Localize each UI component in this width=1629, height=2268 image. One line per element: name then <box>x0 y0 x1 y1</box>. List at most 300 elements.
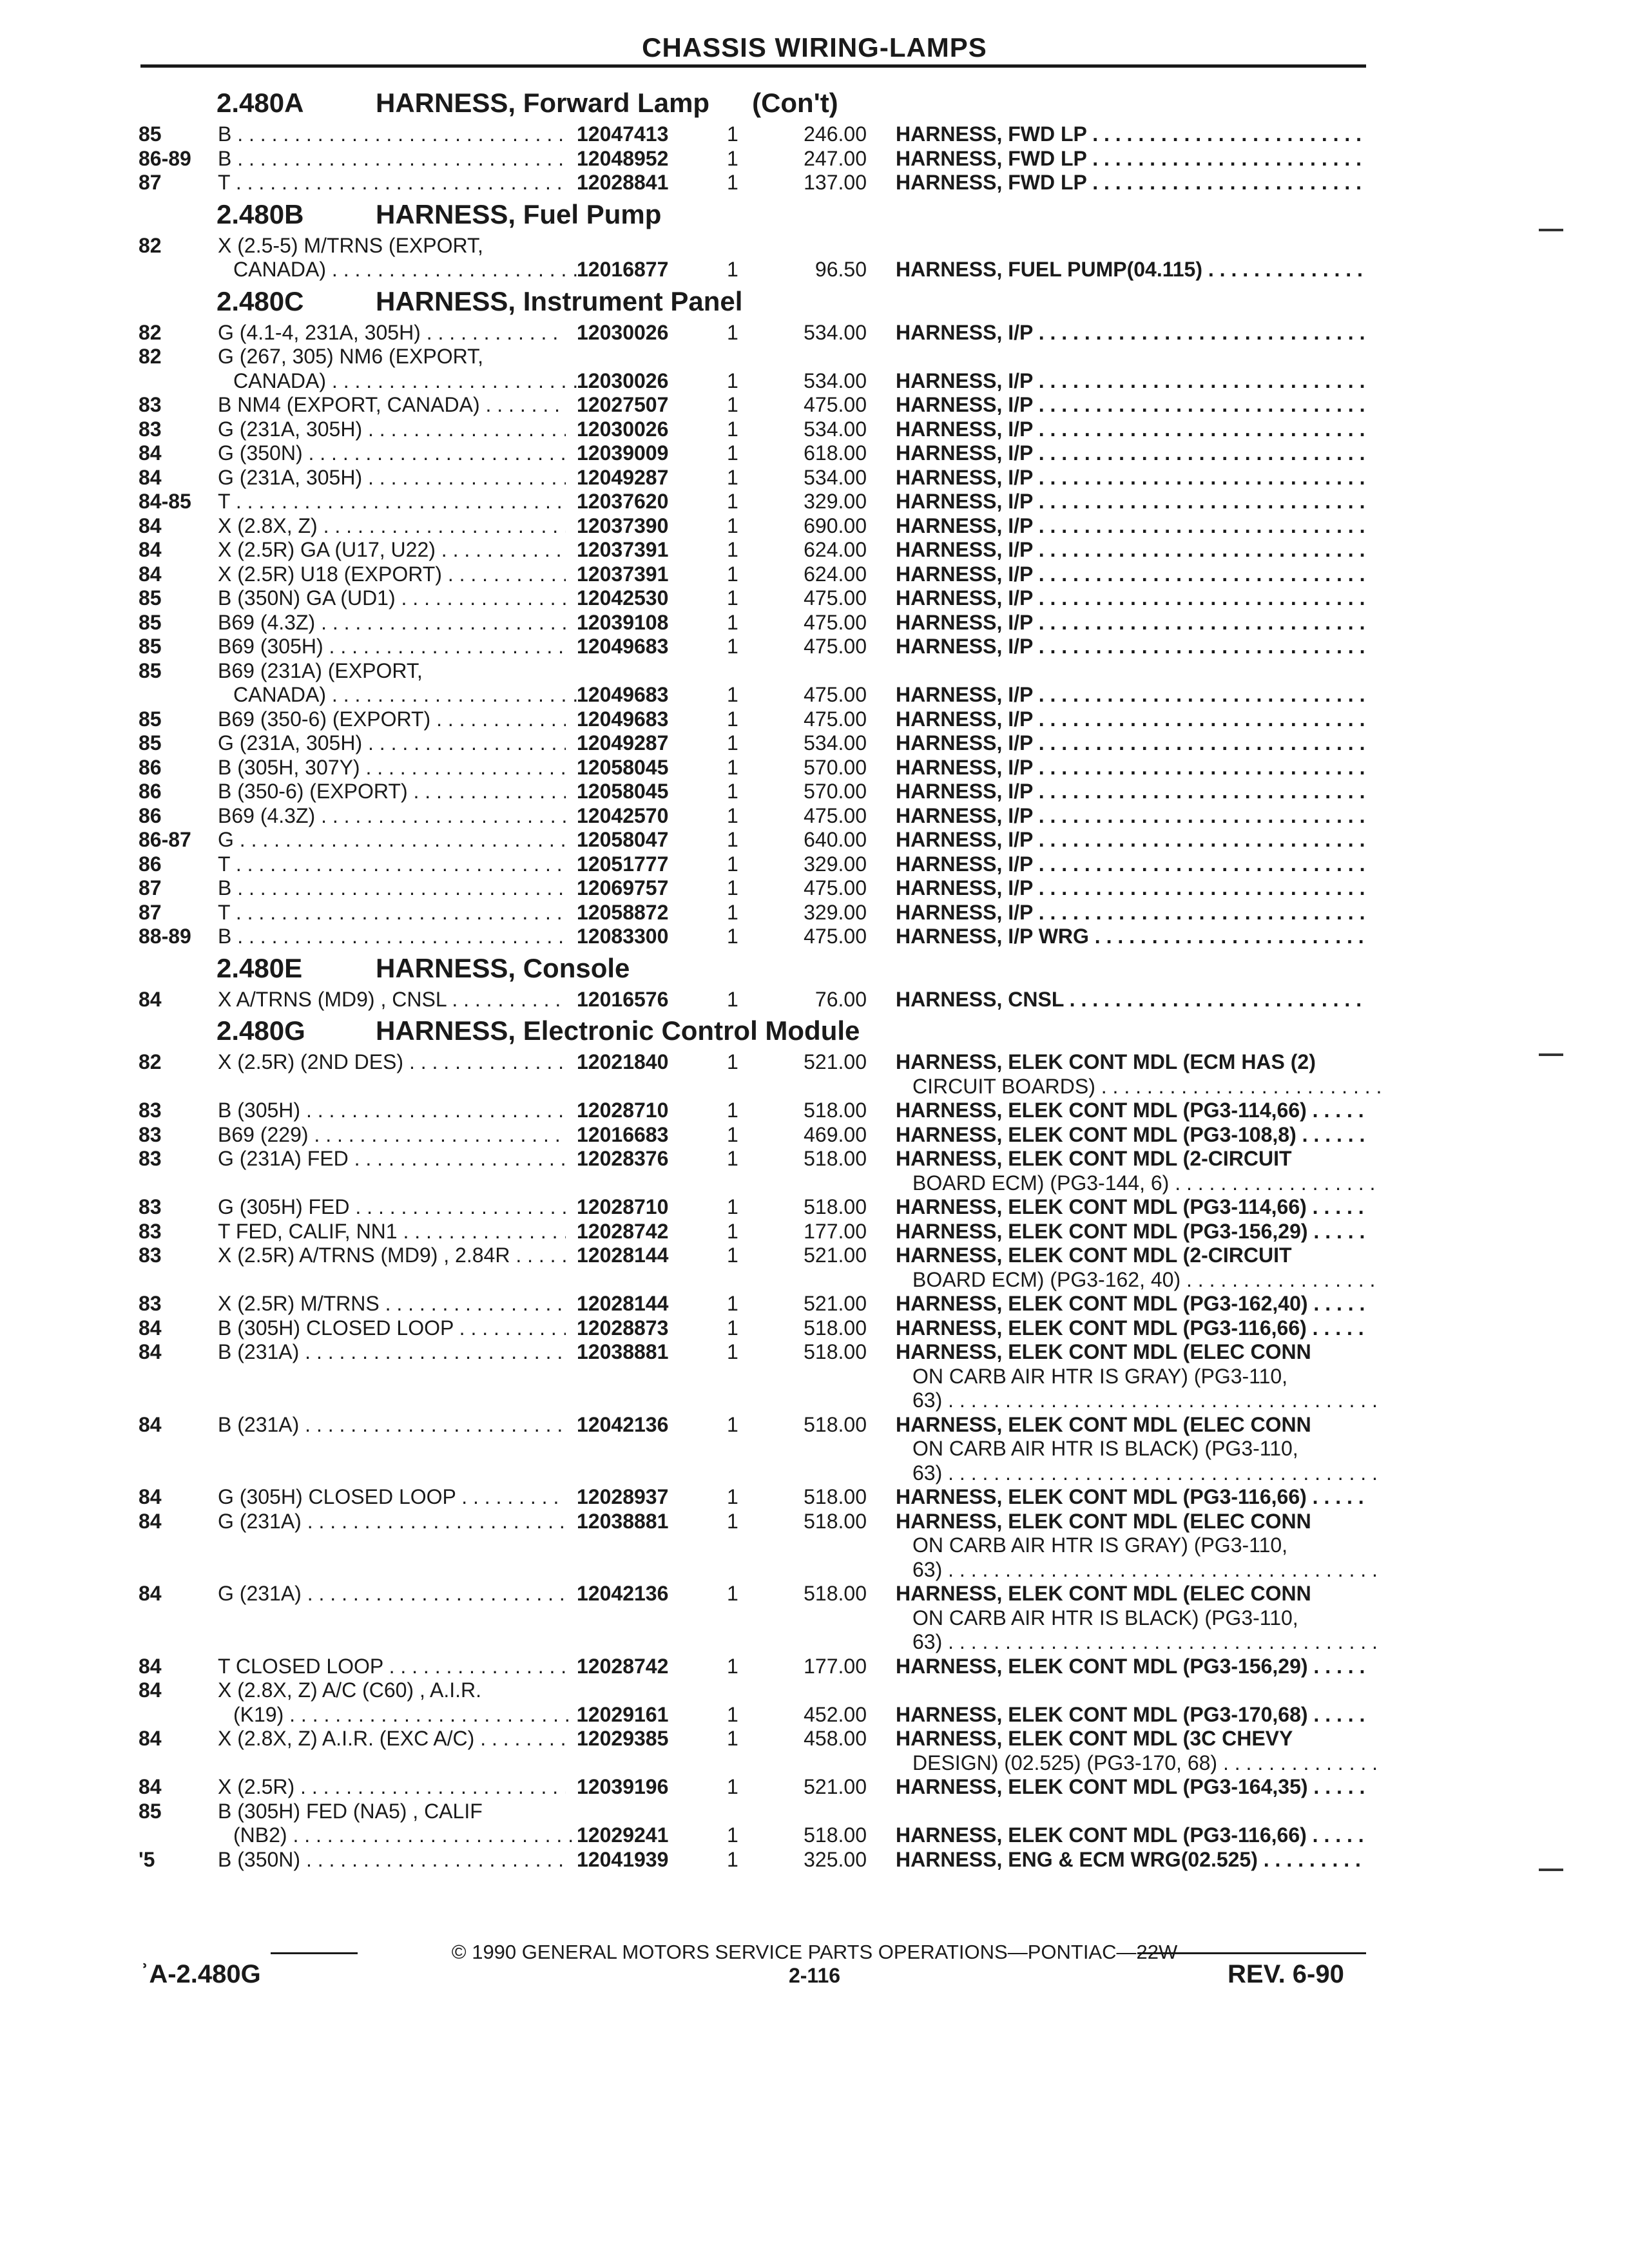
part-row <box>0 731 1629 756</box>
part-description: G (305H) FED . . . <box>218 1195 566 1220</box>
part-description: (NB2) . . . <box>233 1823 581 1848</box>
part-name: ON CARB AIR HTR IS BLACK) (PG3-110, <box>912 1437 1298 1460</box>
part-description: B (231A) . . . <box>218 1413 566 1437</box>
model-year: 82 <box>139 233 162 257</box>
model-year: 85 <box>139 635 162 658</box>
part-row-continuation <box>0 1751 1629 1776</box>
quantity: 1 <box>727 538 738 561</box>
quantity: 1 <box>727 610 738 634</box>
part-number: 12047413 <box>577 122 669 146</box>
part-description: G (267, 305) NM6 (EXPORT, <box>218 345 483 368</box>
part-row-continuation <box>0 1461 1629 1486</box>
part-name: HARNESS, I/P . . . <box>896 538 1366 562</box>
quantity: 1 <box>727 780 738 803</box>
model-year: 84 <box>139 1654 162 1678</box>
price: 518.00 <box>804 1147 867 1170</box>
price: 570.00 <box>804 780 867 803</box>
quantity: 1 <box>727 707 738 731</box>
quantity: 1 <box>727 514 738 537</box>
part-name: HARNESS, ENG & ECM WRG(02.525) . . . <box>896 1848 1366 1872</box>
part-name: HARNESS, I/P . . . <box>896 804 1366 829</box>
part-name: HARNESS, FUEL PUMP(04.115) . . . <box>896 258 1366 282</box>
part-number: 12029161 <box>577 1702 669 1726</box>
price: 475.00 <box>804 610 867 634</box>
model-year: 85 <box>139 610 162 634</box>
part-name: HARNESS, ELEK CONT MDL (PG3-114,66) . . . <box>896 1195 1366 1220</box>
part-row <box>0 1123 1629 1148</box>
part-name: HARNESS, I/P . . . <box>896 586 1366 611</box>
copyright-notice: © 1990 GENERAL MOTORS SERVICE PARTS OPERATIONS—PONTIAC—22W <box>451 1941 1178 1963</box>
price: 534.00 <box>804 417 867 441</box>
part-description: B69 (229) . . . <box>218 1123 566 1148</box>
part-description: X (2.5-5) M/TRNS (EXPORT, <box>218 233 483 257</box>
part-row <box>0 925 1629 949</box>
section-reference: ʾA-2.480G <box>140 1960 261 1988</box>
model-year: 88-89 <box>139 925 191 948</box>
part-description: B . . . <box>218 876 566 901</box>
part-row-continuation <box>0 1606 1629 1631</box>
price: 521.00 <box>804 1244 867 1267</box>
part-number: 12030026 <box>577 369 669 392</box>
quantity: 1 <box>727 803 738 827</box>
model-year: 84 <box>139 1316 162 1340</box>
part-description: B69 (305H) . . . <box>218 635 566 659</box>
model-year: 86-87 <box>139 828 191 851</box>
model-year: 86 <box>139 803 162 827</box>
price: 247.00 <box>804 146 867 170</box>
model-year: 84 <box>139 562 162 586</box>
quantity: 1 <box>727 586 738 610</box>
part-description: G (231A) FED . . . <box>218 1147 566 1171</box>
part-description: X (2.5R) A/TRNS (MD9) , 2.84R . . . <box>218 1244 566 1268</box>
section-number: 2.480A <box>217 88 304 118</box>
quantity: 1 <box>727 562 738 586</box>
price: 246.00 <box>804 122 867 146</box>
part-row-continuation <box>0 1630 1629 1655</box>
part-number: 12049287 <box>577 731 669 754</box>
part-name: HARNESS, I/P . . . <box>896 393 1366 418</box>
price: 452.00 <box>804 1702 867 1726</box>
part-description: X (2.5R) GA (U17, U22) . . . <box>218 538 566 562</box>
part-row <box>0 1050 1629 1075</box>
price: 475.00 <box>804 635 867 658</box>
part-description: X (2.8X, Z) A/C (C60) , A.I.R. <box>218 1678 481 1702</box>
quantity: 1 <box>727 1099 738 1122</box>
part-name: HARNESS, ELEK CONT MDL (PG3-116,66) . . . <box>896 1316 1366 1341</box>
page-title: CHASSIS WIRING-LAMPS <box>642 32 987 62</box>
price: 475.00 <box>804 707 867 731</box>
part-row <box>0 659 1629 684</box>
model-year: '5 <box>139 1847 155 1871</box>
part-row <box>0 1485 1629 1510</box>
part-description: B . . . <box>218 925 566 949</box>
price: 521.00 <box>804 1050 867 1073</box>
part-row <box>0 707 1629 732</box>
part-number: 12042136 <box>577 1412 669 1436</box>
part-description: CANADA) . . . <box>233 258 581 282</box>
part-description: B (305H, 307Y) . . . <box>218 756 566 780</box>
part-row-continuation <box>0 1389 1629 1413</box>
part-name: HARNESS, I/P . . . <box>896 707 1366 732</box>
quantity: 1 <box>727 1219 738 1243</box>
part-name: HARNESS, I/P . . . <box>896 901 1366 925</box>
quantity: 1 <box>727 1702 738 1726</box>
part-number: 12042570 <box>577 803 669 827</box>
part-row <box>0 1510 1629 1534</box>
part-row-continuation <box>0 1823 1629 1848</box>
part-number: 12039009 <box>577 441 669 465</box>
model-year: 83 <box>139 1099 162 1122</box>
quantity: 1 <box>727 1582 738 1605</box>
quantity: 1 <box>727 1727 738 1750</box>
model-year: 83 <box>139 417 162 441</box>
part-description: CANADA) . . . <box>233 683 581 707</box>
section-number: 2.480C <box>217 285 304 316</box>
quantity: 1 <box>727 1050 738 1073</box>
part-name: HARNESS, ELEK CONT MDL (ELEC CONN <box>896 1340 1311 1363</box>
model-year: 83 <box>139 1244 162 1267</box>
part-description: B NM4 (EXPORT, CANADA) . . . <box>218 393 566 418</box>
part-description: T . . . <box>218 171 566 195</box>
part-description: B69 (231A) (EXPORT, <box>218 658 423 682</box>
part-description: B . . . <box>218 147 566 171</box>
part-name: HARNESS, I/P . . . <box>896 731 1366 756</box>
section-header <box>0 949 1629 988</box>
part-number: 12058047 <box>577 828 669 851</box>
part-name: HARNESS, ELEK CONT MDL (PG3-156,29) . . . <box>896 1220 1366 1244</box>
price: 96.50 <box>815 258 867 281</box>
part-row <box>0 1848 1629 1872</box>
price: 329.00 <box>804 852 867 876</box>
part-description: G (231A) . . . <box>218 1582 566 1606</box>
price: 640.00 <box>804 828 867 851</box>
margin-tick <box>1539 1869 1563 1871</box>
part-row <box>0 1244 1629 1268</box>
model-year: 86 <box>139 780 162 803</box>
part-row <box>0 1582 1629 1606</box>
part-number: 12016576 <box>577 987 669 1011</box>
part-name: HARNESS, ELEK CONT MDL (PG3-108,8) . . . . <box>896 1123 1366 1148</box>
part-row-continuation <box>0 369 1629 394</box>
part-number: 12037391 <box>577 562 669 586</box>
part-number: 12027507 <box>577 393 669 416</box>
model-year: 85 <box>139 707 162 731</box>
part-description: T . . . <box>218 490 566 514</box>
quantity: 1 <box>727 122 738 146</box>
part-description: B (350-6) (EXPORT) . . . <box>218 780 566 804</box>
price: 521.00 <box>804 1292 867 1315</box>
model-year: 86-89 <box>139 146 191 170</box>
section-name-text: HARNESS, Forward Lamp <box>376 88 710 118</box>
part-name: HARNESS, I/P . . . <box>896 441 1366 466</box>
model-year: 83 <box>139 1219 162 1243</box>
price: 570.00 <box>804 755 867 779</box>
part-name: HARNESS, I/P . . . <box>896 321 1366 345</box>
part-name: BOARD ECM) (PG3-144, 6) . . . <box>912 1171 1383 1196</box>
part-number: 12042136 <box>577 1582 669 1605</box>
part-description: G (305H) CLOSED LOOP . . . <box>218 1485 566 1510</box>
part-row-continuation <box>0 1437 1629 1461</box>
section-name <box>376 953 630 984</box>
part-row-continuation <box>0 1365 1629 1389</box>
model-year: 82 <box>139 320 162 344</box>
section-name <box>376 286 742 317</box>
model-year: 83 <box>139 1147 162 1170</box>
part-name: HARNESS, I/P . . . <box>896 876 1366 901</box>
part-row <box>0 828 1629 852</box>
price: 521.00 <box>804 1775 867 1798</box>
part-row <box>0 122 1629 147</box>
part-description: B69 (350-6) (EXPORT) . . . <box>218 707 566 732</box>
part-number: 12048952 <box>577 146 669 170</box>
price: 76.00 <box>815 987 867 1011</box>
model-year: 84 <box>139 1727 162 1750</box>
part-name: HARNESS, I/P . . . <box>896 852 1366 877</box>
part-row-continuation <box>0 1558 1629 1582</box>
part-number: 12042530 <box>577 586 669 610</box>
part-row <box>0 804 1629 829</box>
quantity: 1 <box>727 1823 738 1847</box>
price: 475.00 <box>804 586 867 610</box>
section-number: 2.480E <box>217 952 303 983</box>
quantity: 1 <box>727 852 738 876</box>
part-name: HARNESS, ELEK CONT MDL (PG3-156,29) . . . <box>896 1655 1366 1679</box>
part-row-continuation <box>0 1268 1629 1293</box>
price: 329.00 <box>804 900 867 924</box>
price: 690.00 <box>804 514 867 537</box>
part-row <box>0 586 1629 611</box>
quantity: 1 <box>727 1244 738 1267</box>
part-description: X (2.5R) U18 (EXPORT) . . . <box>218 562 566 587</box>
part-row-continuation <box>0 1533 1629 1558</box>
part-number: 12038881 <box>577 1509 669 1533</box>
section-number: 2.480B <box>217 198 304 229</box>
part-row <box>0 562 1629 587</box>
section-name <box>376 1015 860 1046</box>
part-name: HARNESS, ELEK CONT MDL (ELEC CONN <box>896 1582 1311 1605</box>
part-number: 12028742 <box>577 1219 669 1243</box>
part-name: HARNESS, CNSL . . . <box>896 988 1366 1012</box>
model-year: 84 <box>139 1582 162 1605</box>
quantity: 1 <box>727 393 738 416</box>
part-description: X (2.8X, Z) A.I.R. (EXC A/C) . . . <box>218 1727 566 1751</box>
price: 458.00 <box>804 1727 867 1750</box>
model-year: 86 <box>139 755 162 779</box>
model-year: 84 <box>139 1775 162 1798</box>
quantity: 1 <box>727 146 738 170</box>
part-row <box>0 1220 1629 1244</box>
model-year: 85 <box>139 1799 162 1823</box>
quantity: 1 <box>727 1122 738 1146</box>
part-description: B69 (4.3Z) . . . <box>218 611 566 635</box>
part-number: 12037620 <box>577 490 669 513</box>
part-description: (K19) . . . <box>233 1703 581 1727</box>
part-description: B (350N) . . . <box>218 1848 566 1872</box>
part-description: T FED, CALIF, NN1 . . . <box>218 1220 566 1244</box>
part-description: T CLOSED LOOP . . . <box>218 1655 566 1679</box>
model-year: 83 <box>139 1195 162 1218</box>
part-number: 12029241 <box>577 1823 669 1847</box>
model-year: 84 <box>139 538 162 561</box>
part-name: HARNESS, I/P . . . <box>896 683 1366 707</box>
parts-list <box>0 84 1629 1872</box>
part-description: G . . . <box>218 828 566 852</box>
part-name: DESIGN) (02.525) (PG3-170, 68) . . . <box>912 1751 1383 1776</box>
model-year: 87 <box>139 876 162 899</box>
price: 177.00 <box>804 1654 867 1678</box>
quantity: 1 <box>727 320 738 344</box>
part-description: B (305H) FED (NA5) , CALIF <box>218 1799 483 1823</box>
price: 475.00 <box>804 683 867 706</box>
part-row <box>0 876 1629 901</box>
part-name: HARNESS, ELEK CONT MDL (3C CHEVY <box>896 1727 1293 1750</box>
price: 475.00 <box>804 393 867 416</box>
part-number: 12058872 <box>577 900 669 924</box>
part-row <box>0 1195 1629 1220</box>
model-year: 84-85 <box>139 490 191 513</box>
page-number: 2-116 <box>788 1964 841 1987</box>
part-name: HARNESS, I/P . . . <box>896 828 1366 852</box>
model-year: 83 <box>139 393 162 416</box>
part-name: HARNESS, I/P . . . <box>896 490 1366 514</box>
part-row <box>0 901 1629 925</box>
section-name <box>376 88 838 119</box>
model-year: 84 <box>139 465 162 489</box>
part-name: HARNESS, I/P . . . <box>896 369 1366 394</box>
part-description: B (305H) . . . <box>218 1099 566 1123</box>
part-name: HARNESS, ELEK CONT MDL (2-CIRCUIT <box>896 1244 1292 1267</box>
price: 469.00 <box>804 1122 867 1146</box>
quantity: 1 <box>727 1847 738 1871</box>
price: 518.00 <box>804 1316 867 1340</box>
part-row-continuation <box>0 258 1629 282</box>
section-header <box>0 84 1629 122</box>
part-description: G (231A, 305H) . . . <box>218 418 566 442</box>
part-number: 12028710 <box>577 1195 669 1218</box>
part-row <box>0 1775 1629 1800</box>
part-name: HARNESS, ELEK CONT MDL (PG3-170,68) . . . <box>896 1703 1366 1727</box>
part-number: 12030026 <box>577 417 669 441</box>
model-year: 84 <box>139 1340 162 1363</box>
part-name: HARNESS, ELEK CONT MDL (ELEC CONN <box>896 1509 1311 1533</box>
part-number: 12051777 <box>577 852 669 876</box>
quantity: 1 <box>727 987 738 1011</box>
part-name: BOARD ECM) (PG3-162, 40) . . . <box>912 1268 1383 1293</box>
part-row <box>0 171 1629 195</box>
part-name: HARNESS, I/P . . . <box>896 780 1366 804</box>
price: 518.00 <box>804 1099 867 1122</box>
part-row <box>0 852 1629 877</box>
part-name: HARNESS, I/P . . . <box>896 562 1366 587</box>
part-description: X A/TRNS (MD9) , CNSL . . . <box>218 988 566 1012</box>
quantity: 1 <box>727 1412 738 1436</box>
quantity: 1 <box>727 876 738 899</box>
part-row <box>0 393 1629 418</box>
part-row-continuation <box>0 1703 1629 1727</box>
model-year: 82 <box>139 345 162 368</box>
part-number: 12041939 <box>577 1847 669 1871</box>
model-year: 86 <box>139 852 162 876</box>
quantity: 1 <box>727 828 738 851</box>
part-name: 63) . . . <box>912 1558 1383 1582</box>
model-year: 84 <box>139 514 162 537</box>
part-number: 12049683 <box>577 635 669 658</box>
price: 325.00 <box>804 1847 867 1871</box>
price: 475.00 <box>804 925 867 948</box>
part-name: HARNESS, FWD LP . . . <box>896 122 1366 147</box>
section-header <box>0 1012 1629 1050</box>
model-year: 85 <box>139 122 162 146</box>
part-number: 12038881 <box>577 1340 669 1363</box>
section-name-text: HARNESS, Fuel Pump <box>376 198 662 229</box>
part-row <box>0 780 1629 804</box>
part-number: 12039196 <box>577 1775 669 1798</box>
model-year: 83 <box>139 1292 162 1315</box>
quantity: 1 <box>727 465 738 489</box>
part-name: ON CARB AIR HTR IS GRAY) (PG3-110, <box>912 1533 1288 1557</box>
model-year: 85 <box>139 658 162 682</box>
part-name: HARNESS, ELEK CONT MDL (2-CIRCUIT <box>896 1147 1292 1170</box>
model-year: 84 <box>139 1509 162 1533</box>
part-name: HARNESS, ELEK CONT MDL (PG3-164,35) . . . <box>896 1775 1366 1800</box>
part-description: CANADA) . . . <box>233 369 581 394</box>
part-row <box>0 1413 1629 1437</box>
price: 618.00 <box>804 441 867 465</box>
section-name-text: HARNESS, Console <box>376 952 630 983</box>
margin-tick <box>1539 229 1563 231</box>
part-row <box>0 345 1629 369</box>
part-row <box>0 1340 1629 1365</box>
part-description: T . . . <box>218 901 566 925</box>
part-number: 12037390 <box>577 514 669 537</box>
section-header <box>0 282 1629 321</box>
part-row-continuation <box>0 683 1629 707</box>
price: 518.00 <box>804 1582 867 1605</box>
part-description: B (305H) CLOSED LOOP . . . <box>218 1316 566 1341</box>
part-description: X (2.5R) (2ND DES) . . . <box>218 1050 566 1075</box>
quantity: 1 <box>727 1340 738 1363</box>
model-year: 82 <box>139 1050 162 1073</box>
section-continued: (Con't) <box>752 88 838 118</box>
part-number: 12049683 <box>577 683 669 706</box>
part-name: HARNESS, ELEK CONT MDL (PG3-162,40) . . . <box>896 1292 1366 1316</box>
part-name: HARNESS, FWD LP . . . <box>896 147 1366 171</box>
part-row <box>0 147 1629 171</box>
quantity: 1 <box>727 369 738 392</box>
quantity: 1 <box>727 925 738 948</box>
part-description: T . . . <box>218 852 566 877</box>
section-name-text: HARNESS, Electronic Control Module <box>376 1015 860 1046</box>
part-number: 12029385 <box>577 1727 669 1750</box>
model-year: 85 <box>139 586 162 610</box>
part-number: 12028376 <box>577 1147 669 1170</box>
part-row <box>0 1800 1629 1824</box>
part-number: 12028873 <box>577 1316 669 1340</box>
part-number: 12069757 <box>577 876 669 899</box>
part-description: X (2.8X, Z) . . . <box>218 514 566 539</box>
revision-date: REV. 6-90 <box>1228 1960 1344 1988</box>
part-name: HARNESS, I/P . . . <box>896 611 1366 635</box>
price: 624.00 <box>804 538 867 561</box>
part-description: G (231A, 305H) . . . <box>218 466 566 490</box>
model-year: 85 <box>139 731 162 754</box>
part-name: HARNESS, ELEK CONT MDL (PG3-116,66) . . . <box>896 1823 1366 1848</box>
part-number: 12058045 <box>577 755 669 779</box>
price: 518.00 <box>804 1509 867 1533</box>
part-number: 12016683 <box>577 1122 669 1146</box>
header-rule <box>140 64 1366 68</box>
part-row <box>0 1147 1629 1171</box>
